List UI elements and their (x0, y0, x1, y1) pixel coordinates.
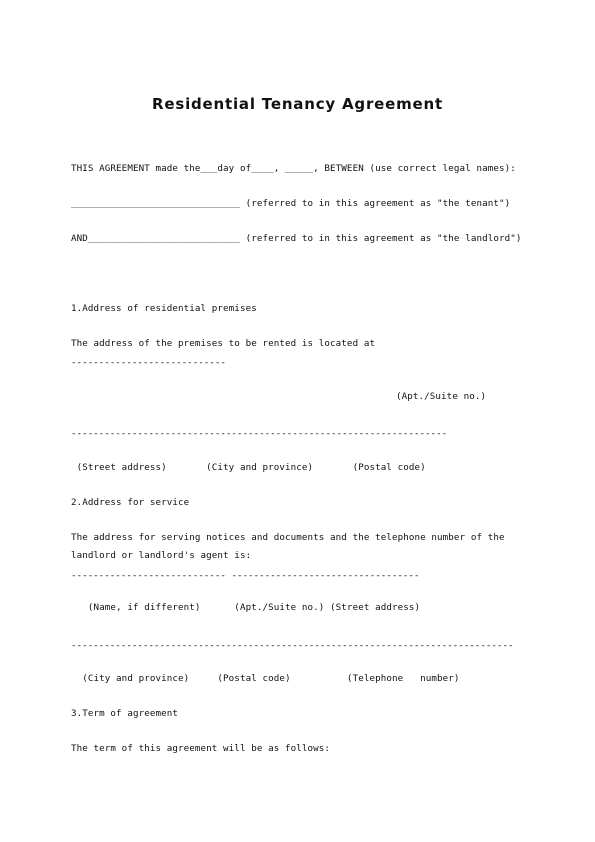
premises-address-blank: ---------------------------- (71, 357, 226, 368)
service-contact-labels: (City and province) (Postal code) (Telephone number) (71, 673, 460, 684)
landlord-name-line: AND___________________________ (referred to in this agreement as "the landlord") (71, 233, 522, 244)
service-address-labels: (Name, if different) (Apt./Suite no.) (Street address) (71, 602, 421, 613)
section-1-text: The address of the premises to be rented is located at (71, 338, 376, 349)
section-1-heading: 1.Address of residential premises (71, 303, 257, 314)
address-long-blank: -------------------------------------------------------------------- (71, 428, 448, 439)
apt-suite-label: (Apt./Suite no.) (396, 391, 487, 402)
service-long-blank: -------------------------------------------------------------------------------- (71, 640, 514, 651)
tenant-name-line: ______________________________ (referred to in this agreement as "the tenant") (71, 198, 511, 209)
section-2-text-line-2: landlord or landlord's agent is: (71, 550, 252, 561)
document-title: Residential Tenancy Agreement (152, 95, 443, 113)
service-address-blanks: ---------------------------- ---------------------------------- (71, 570, 420, 581)
section-2-text-line-1: The address for serving notices and documents and the telephone number of the (71, 532, 505, 543)
section-3-heading: 3.Term of agreement (71, 708, 178, 719)
section-3-text: The term of this agreement will be as follows: (71, 743, 331, 754)
section-2-heading: 2.Address for service (71, 497, 190, 508)
agreement-intro: THIS AGREEMENT made the___day of____, _____, BETWEEN (use correct legal names): (71, 163, 516, 174)
address-field-labels: (Street address) (City and province) (Postal code) (71, 462, 426, 473)
